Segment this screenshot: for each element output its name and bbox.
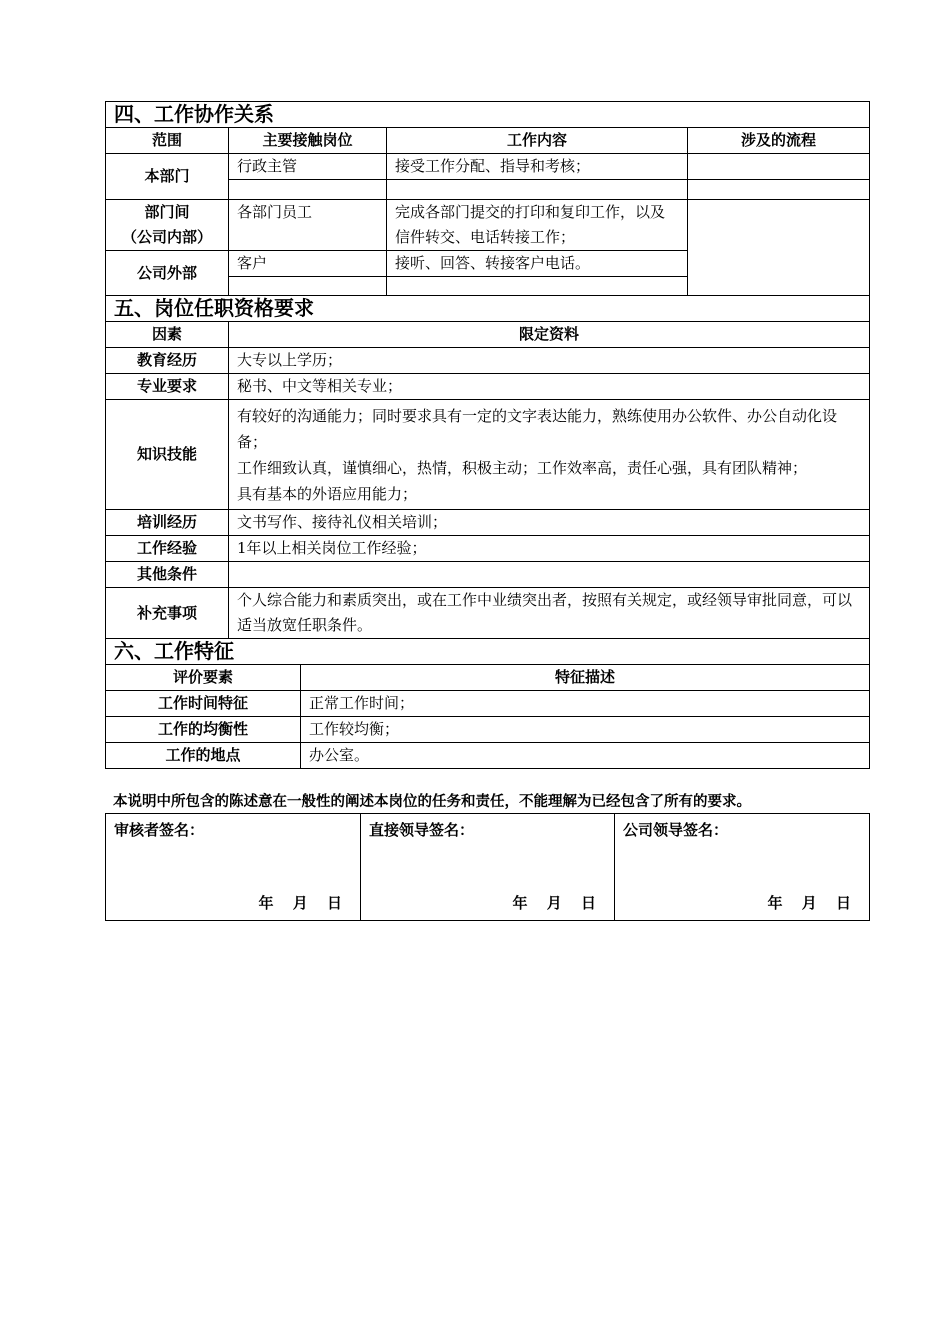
reviewer-signature-label: 审核者签名： [114,821,205,839]
section-5-title: 五、岗位任职资格要求 [106,296,870,322]
collaboration-table [105,101,870,296]
inter-ext-process [688,200,870,296]
header-feature-desc: 特征描述 [301,665,870,691]
header-contact-post: 主要接触岗位 [229,128,387,154]
job-description-page [105,101,869,769]
inter-dept-label [106,200,229,251]
external-content: 接听、回答、转接客户电话。 [387,251,688,277]
qualification-table [105,295,870,639]
dept-content-empty [387,180,688,200]
header-eval-factor: 评价要素 [106,665,301,691]
dept-post-empty [229,180,387,200]
skill-line-2: 工作细致认真，谨慎细心，热情，积极主动；工作效率高，责任心强，具有团队精神； [237,458,808,477]
education-value: 大专以上学历； [229,348,870,374]
inter-dept-label-line1: 部门间 [144,203,190,221]
skill-value [229,400,870,510]
company-leader-date: 年 月 日 [767,894,851,912]
major-label: 专业要求 [106,374,229,400]
inter-dept-post: 各部门员工 [229,200,387,251]
other-label: 其他条件 [106,562,229,588]
reviewer-signature-cell[interactable] [106,814,361,921]
work-balance-label: 工作的均衡性 [106,717,301,743]
signature-table [105,813,870,921]
skill-line-3: 具有基本的外语应用能力； [237,484,418,503]
inter-dept-content: 完成各部门提交的打印和复印工作，以及信件转交、电话转接工作； [387,200,688,251]
dept-process-empty [688,180,870,200]
header-work-content: 工作内容 [387,128,688,154]
work-place-value: 办公室。 [301,743,870,769]
dept-content: 接受工作分配、指导和考核； [387,154,688,180]
dept-label: 本部门 [106,154,229,200]
major-value: 秘书、中文等相关专业； [229,374,870,400]
training-label: 培训经历 [106,510,229,536]
header-scope: 范围 [106,128,229,154]
signature-area [105,813,869,921]
dept-post: 行政主管 [229,154,387,180]
job-feature-table [105,638,870,769]
direct-leader-date: 年 月 日 [512,894,596,912]
external-post: 客户 [229,251,387,277]
inter-dept-label-line2: （公司内部） [121,228,212,246]
section-4-title: 四、工作协作关系 [106,102,870,128]
direct-leader-signature-label: 直接领导签名： [369,821,475,839]
skill-label: 知识技能 [106,400,229,510]
disclaimer-note: 本说明中所包含的陈述意在一般性的阐述本岗位的任务和责任，不能理解为已经包含了所有的要求。 [113,794,751,810]
supplement-value: 个人综合能力和素质突出，或在工作中业绩突出者，按照有关规定，或经领导审批同意，可以适当放宽任职条件。 [229,588,870,639]
work-time-label: 工作时间特征 [106,691,301,717]
skill-line-1: 有较好的沟通能力；同时要求具有一定的文字表达能力，熟练使用办公软件、办公自动化设备； [237,406,838,451]
other-value [229,562,870,588]
reviewer-date: 年 月 日 [258,894,342,912]
external-label: 公司外部 [106,251,229,296]
section-6-title: 六、工作特征 [106,639,870,665]
header-process: 涉及的流程 [688,128,870,154]
dept-process [688,154,870,180]
experience-value: 1年以上相关岗位工作经验； [229,536,870,562]
work-time-value: 正常工作时间； [301,691,870,717]
training-value: 文书写作、接待礼仪相关培训； [229,510,870,536]
work-balance-value: 工作较均衡； [301,717,870,743]
header-factor: 因素 [106,322,229,348]
company-leader-signature-cell[interactable] [615,814,870,921]
education-label: 教育经历 [106,348,229,374]
external-content-empty [387,277,688,296]
external-post-empty [229,277,387,296]
direct-leader-signature-cell[interactable] [361,814,615,921]
work-place-label: 工作的地点 [106,743,301,769]
experience-label: 工作经验 [106,536,229,562]
company-leader-signature-label: 公司领导签名： [623,821,729,839]
header-requirement: 限定资料 [229,322,870,348]
supplement-label: 补充事项 [106,588,229,639]
